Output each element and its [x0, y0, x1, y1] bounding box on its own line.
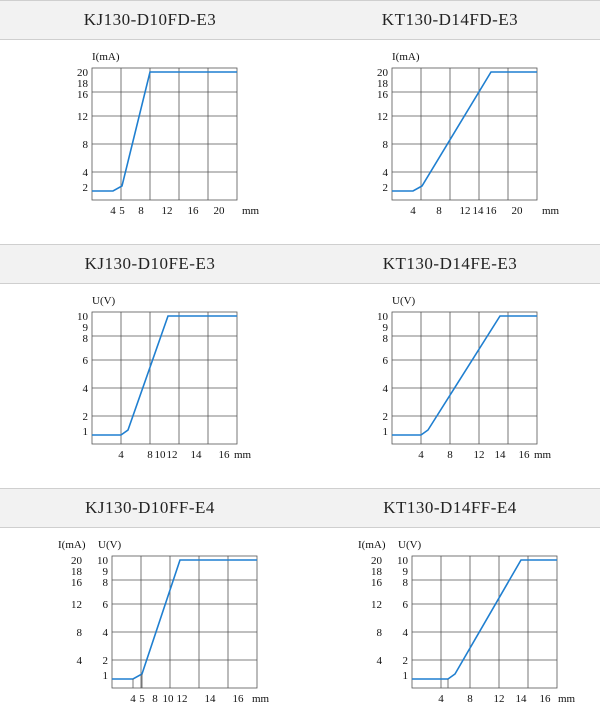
- xtick-20: 20: [511, 205, 523, 217]
- xtick-14: 14: [204, 693, 216, 705]
- x-axis-tick-labels: [130, 693, 244, 705]
- ytick-right-6: 6: [102, 599, 108, 611]
- chart-title-kj130-d10fd-e3: KJ130-D10FD-E3: [83, 10, 217, 29]
- xtick-8: 8: [152, 693, 158, 705]
- ytick-right-6: 6: [402, 599, 408, 611]
- xtick-12: 12: [166, 449, 178, 461]
- data-curve: [412, 560, 557, 679]
- x-axis-label: mm: [252, 693, 270, 705]
- x-axis-tick-labels: [438, 693, 551, 705]
- ytick-left-12: 12: [371, 599, 382, 611]
- ytick-10: 10: [77, 311, 88, 323]
- xtick-8: 8: [436, 205, 442, 217]
- xtick-4: 4: [110, 205, 116, 217]
- ytick-9: 9: [382, 322, 388, 334]
- y-axis-label: U(V): [92, 295, 116, 307]
- xtick-4: 4: [418, 449, 424, 461]
- xtick-10: 10: [162, 693, 174, 705]
- ytick-right-8: 8: [402, 577, 408, 589]
- ytick-4: 4: [82, 167, 88, 179]
- ytick-left-18: 18: [371, 566, 382, 578]
- ytick-right-9: 9: [402, 566, 408, 578]
- ytick-right-9: 9: [102, 566, 108, 578]
- ytick-right-1: 1: [102, 670, 108, 682]
- xtick-12: 12: [459, 205, 471, 217]
- ytick-12: 12: [377, 111, 388, 123]
- ytick-right-4: 4: [102, 627, 108, 639]
- y-axis-label-current: I(mA): [58, 539, 86, 551]
- ytick-1: 1: [382, 426, 388, 438]
- chart-svg: [300, 40, 600, 230]
- ytick-right-2: 2: [402, 655, 408, 667]
- grid-lines: [112, 556, 257, 688]
- xtick-20: 20: [213, 205, 225, 217]
- xtick-16: 16: [232, 693, 244, 705]
- ytick-right-1: 1: [402, 670, 408, 682]
- x-axis-tick-labels: [110, 205, 225, 217]
- y-axis-right-tick-labels: [97, 555, 109, 682]
- ytick-8: 8: [382, 333, 388, 345]
- ytick-left-4: 4: [76, 655, 82, 667]
- xtick-16: 16: [485, 205, 497, 217]
- ytick-4: 4: [382, 383, 388, 395]
- block-spacer-2: [0, 474, 600, 488]
- y-axis-label-current: I(mA): [358, 539, 386, 551]
- chart-svg: [0, 284, 300, 474]
- chart-kt130-d14ff-e4: [300, 528, 600, 718]
- grid-lines: [92, 312, 237, 444]
- y-axis-left-tick-labels: [71, 555, 83, 667]
- ytick-18: 18: [377, 78, 388, 90]
- data-curve: [92, 72, 237, 191]
- x-axis-label: mm: [234, 449, 252, 461]
- xtick-16: 16: [187, 205, 199, 217]
- xtick-8: 8: [147, 449, 153, 461]
- ytick-12: 12: [77, 111, 88, 123]
- y-axis-tick-labels: [377, 311, 389, 438]
- ytick-6: 6: [382, 355, 388, 367]
- chart-svg: [0, 40, 300, 230]
- xtick-8: 8: [467, 693, 473, 705]
- xtick-5: 5: [139, 693, 145, 705]
- chart-kj130-d10fe-e3: [0, 284, 300, 474]
- xtick-8: 8: [447, 449, 453, 461]
- xtick-14: 14: [515, 693, 527, 705]
- chart-svg: [300, 528, 600, 718]
- xtick-16: 16: [539, 693, 551, 705]
- y-axis-tick-labels: [377, 67, 389, 194]
- x-axis-label: mm: [558, 693, 576, 705]
- ytick-16: 16: [77, 89, 88, 101]
- chart-block-2: [0, 244, 600, 474]
- chart-block-1: [0, 0, 600, 230]
- y-axis-label: I(mA): [92, 51, 120, 63]
- y-axis-right-tick-labels: [397, 555, 409, 682]
- chart-title-kt130-d14fd-e3: KT130-D14FD-E3: [381, 10, 519, 29]
- data-curve: [392, 72, 537, 191]
- xtick-16: 16: [518, 449, 530, 461]
- chart-kj130-d10fd-e3: [0, 40, 300, 230]
- ytick-6: 6: [82, 355, 88, 367]
- xtick-4: 4: [410, 205, 416, 217]
- ytick-16: 16: [377, 89, 388, 101]
- block-spacer-1: [0, 230, 600, 244]
- ytick-2: 2: [82, 411, 88, 423]
- xtick-4: 4: [130, 693, 136, 705]
- x-axis-label: mm: [242, 205, 260, 217]
- data-curve: [392, 316, 537, 435]
- ytick-right-8: 8: [102, 577, 108, 589]
- ytick-20: 20: [377, 67, 388, 79]
- x-axis-label: mm: [542, 205, 560, 217]
- chart-kj130-d10ff-e4: [0, 528, 300, 718]
- ytick-left-8: 8: [76, 627, 82, 639]
- y-axis-label: I(mA): [392, 51, 420, 63]
- chart-title-kj130-d10fe-e3: KJ130-D10FE-E3: [84, 254, 216, 273]
- xtick-5: 5: [119, 205, 125, 217]
- chart-title-kt130-d14fe-e3: KT130-D14FE-E3: [382, 254, 518, 273]
- ytick-left-16: 16: [71, 577, 82, 589]
- grid-lines: [392, 68, 537, 200]
- ytick-right-10: 10: [397, 555, 408, 567]
- ytick-2: 2: [82, 182, 88, 194]
- ytick-right-4: 4: [402, 627, 408, 639]
- charts-row-3: [0, 528, 600, 718]
- ytick-18: 18: [77, 78, 88, 90]
- ytick-left-16: 16: [371, 577, 382, 589]
- ytick-left-12: 12: [71, 599, 82, 611]
- header-row-2: [0, 244, 600, 284]
- x-axis-tick-labels: [418, 449, 530, 461]
- ytick-left-20: 20: [371, 555, 382, 567]
- chart-title-kj130-d10ff-e4: KJ130-D10FF-E4: [85, 498, 215, 517]
- xtick-12: 12: [161, 205, 173, 217]
- ytick-8: 8: [382, 139, 388, 151]
- chart-kt130-d14fe-e3: [300, 284, 600, 474]
- charts-row-2: [0, 284, 600, 474]
- xtick-12: 12: [176, 693, 188, 705]
- ytick-left-18: 18: [71, 566, 82, 578]
- xtick-10: 10: [154, 449, 166, 461]
- data-curve: [112, 560, 257, 679]
- ytick-4: 4: [382, 167, 388, 179]
- xtick-14: 14: [494, 449, 506, 461]
- ytick-9: 9: [82, 322, 88, 334]
- ytick-20: 20: [77, 67, 88, 79]
- chart-svg: [300, 284, 600, 474]
- data-curve: [92, 316, 237, 435]
- chart-kt130-d14fd-e3: [300, 40, 600, 230]
- ytick-left-20: 20: [71, 555, 82, 567]
- y-axis-label: U(V): [392, 295, 416, 307]
- ytick-2: 2: [382, 182, 388, 194]
- grid-lines: [392, 312, 537, 444]
- y-axis-label-voltage: U(V): [98, 539, 122, 551]
- ytick-8: 8: [82, 139, 88, 151]
- xtick-14: 14: [472, 205, 484, 217]
- grid-lines: [92, 68, 237, 200]
- charts-row-1: [0, 40, 600, 230]
- y-axis-tick-labels: [77, 311, 89, 438]
- x-axis-label: mm: [534, 449, 552, 461]
- x-axis-tick-labels: [410, 205, 523, 217]
- header-row-1: [0, 0, 600, 40]
- xtick-14: 14: [190, 449, 202, 461]
- chart-title-kt130-d14ff-e4: KT130-D14FF-E4: [383, 498, 517, 517]
- chart-block-3: [0, 488, 600, 718]
- ytick-left-4: 4: [376, 655, 382, 667]
- xtick-8: 8: [138, 205, 144, 217]
- ytick-right-2: 2: [102, 655, 108, 667]
- y-axis-tick-labels: [77, 67, 89, 194]
- ytick-left-8: 8: [376, 627, 382, 639]
- xtick-4: 4: [118, 449, 124, 461]
- ytick-2: 2: [382, 411, 388, 423]
- ytick-1: 1: [82, 426, 88, 438]
- ytick-4: 4: [82, 383, 88, 395]
- xtick-12: 12: [493, 693, 505, 705]
- header-row-3: [0, 488, 600, 528]
- ytick-8: 8: [82, 333, 88, 345]
- ytick-right-10: 10: [97, 555, 108, 567]
- y-axis-label-voltage: U(V): [398, 539, 422, 551]
- xtick-12: 12: [473, 449, 485, 461]
- xtick-16: 16: [218, 449, 230, 461]
- xtick-4: 4: [438, 693, 444, 705]
- chart-svg: [0, 528, 300, 718]
- x-axis-tick-labels: [118, 449, 230, 461]
- ytick-10: 10: [377, 311, 388, 323]
- y-axis-left-tick-labels: [371, 555, 383, 667]
